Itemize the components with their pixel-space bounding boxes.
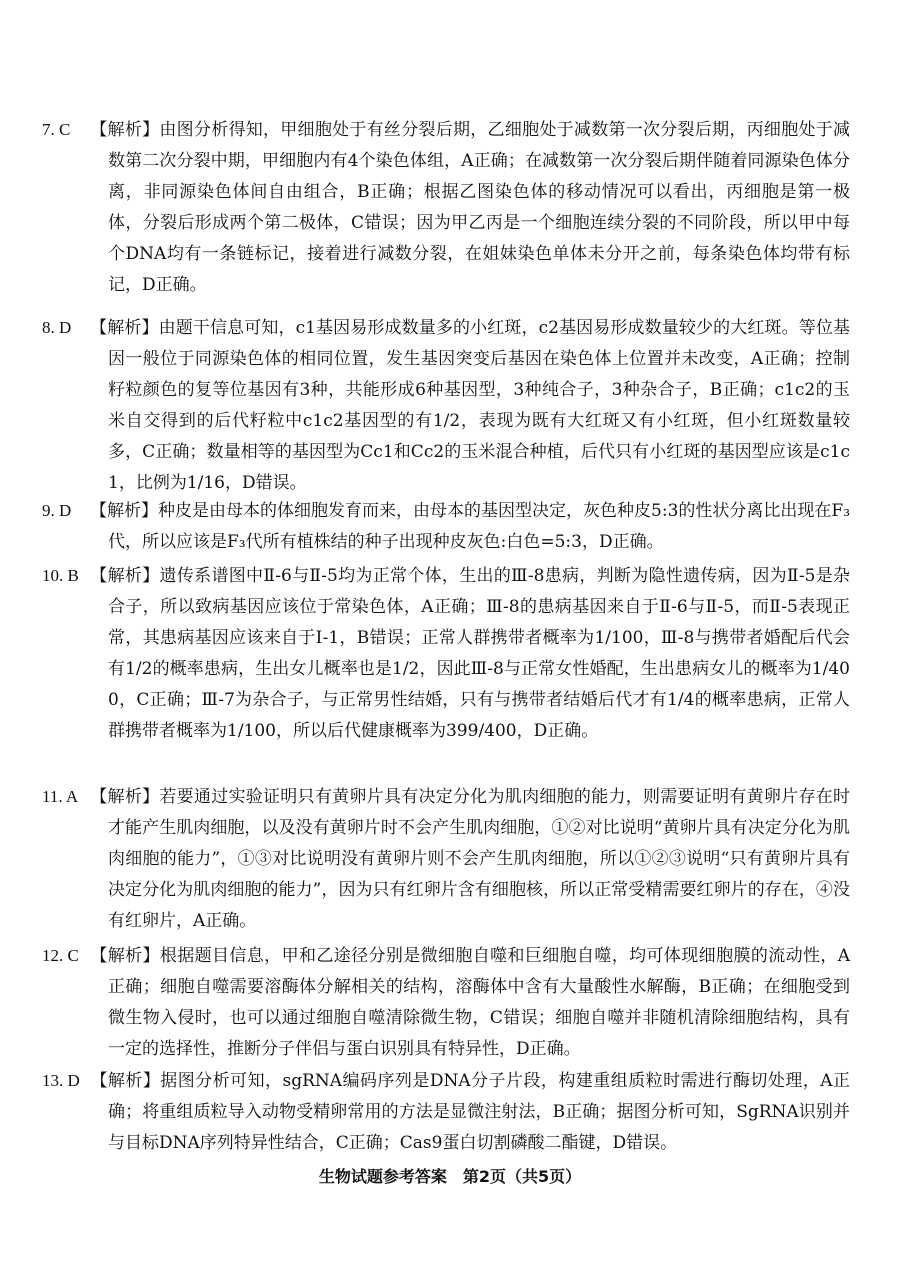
answer-item-11 bbox=[42, 781, 850, 937]
answer-item-8 bbox=[42, 312, 850, 499]
analysis-tag: 【解析】 bbox=[90, 787, 160, 807]
answer-text: 由图分析得知，甲细胞处于有丝分裂后期，乙细胞处于减数第一次分裂后期，丙细胞处于减数第二次分裂中期，甲细胞内有4个染色体组，A正确；在减数第一次分裂后期伴随着同源染色体分离，非同源染色体间自由组合，B正确；根据乙图染色体的移动情况可以看出，丙细胞是第一极体，分裂后形成两个第二极体，C错误；因为甲乙丙是一个细胞连续分裂的不同阶段，所以甲中每个DNA均有一条链标记，接着进行减数分裂，在姐妹染色单体未分开之前，每条染色体均带有标记，D正确。 bbox=[108, 120, 851, 295]
page-footer: 生物试题参考答案 第2页（共5页） bbox=[318, 1167, 582, 1186]
answer-number: 8. D bbox=[42, 318, 72, 337]
answer-number: 13. D bbox=[42, 1071, 80, 1090]
answer-item-12 bbox=[42, 940, 850, 1065]
answer-number: 11. A bbox=[42, 787, 79, 806]
answer-text: 遗传系谱图中Ⅱ-6与Ⅱ-5均为正常个体，生出的Ⅲ-8患病，判断为隐性遗传病，因为Ⅱ-5是杂合子，所以致病基因应该位于常染色体，A正确；Ⅲ-8的患病基因来自于Ⅱ-6与Ⅱ-5，而Ⅱ-5表现正常，其患病基因应该来自于Ⅰ-1，B错误；正常人群携带者概率为1/100，Ⅲ-8与携带者婚配后代会有1/2的概率患病，生出女儿概率也是1/2，因此Ⅲ-8与正常女性婚配，生出患病女儿的概率为1/400，C正确；Ⅲ-7为杂合子，与正常男性结婚，只有与携带者结婚后代才有1/4的概率患病，正常人群携带者概率为1/100，所以后代健康概率为399/400，D正确。 bbox=[108, 566, 851, 741]
answer-text: 种皮是由母本的体细胞发育而来，由母本的基因型决定，灰色种皮5:3的性状分离比出现在F₃代，所以应该是F₃代所有植株结的种子出现种皮灰色:白色=5:3，D正确。 bbox=[108, 501, 851, 552]
analysis-tag: 【解析】 bbox=[90, 120, 160, 140]
answer-item-7 bbox=[42, 114, 850, 301]
analysis-tag: 【解析】 bbox=[90, 566, 160, 586]
answer-text: 根据题目信息，甲和乙途径分别是微细胞自噬和巨细胞自噬，均可体现细胞膜的流动性，A正确；细胞自噬需要溶酶体分解相关的结构，溶酶体中含有大量酸性水解酶，B正确；在细胞受到微生物入侵时，也可以通过细胞自噬清除微生物，C错误；细胞自噬并非随机清除细胞结构，具有一定的选择性，推断分子伴侣与蛋白识别具有特异性，D正确。 bbox=[108, 946, 851, 1059]
answer-item-9 bbox=[42, 495, 850, 558]
answer-number: 10. B bbox=[42, 566, 79, 585]
answer-text: 由题干信息可知，c1基因易形成数量多的小红斑，c2基因易形成数量较少的大红斑。等位基因一般位于同源染色体的相同位置，发生基因突变后基因在染色体上位置并未改变，A正确；控制籽粒颜色的复等位基因有3种，共能形成6种基因型，3种纯合子，3种杂合子，B正确；c1c2的玉米自交得到的后代籽粒中c1c2基因型的有1/2，表现为既有大红斑又有小红斑，但小红斑数量较多，C正确；数量相等的基因型为Cc1和Cc2的玉米混合种植，后代只有小红斑的基因型应该是c1c1，比例为1/16，D错误。 bbox=[108, 318, 850, 493]
analysis-tag: 【解析】 bbox=[90, 946, 160, 966]
answer-number: 9. D bbox=[42, 501, 72, 520]
answer-item-10 bbox=[42, 560, 850, 747]
answer-number: 7. C bbox=[42, 120, 71, 139]
answer-text: 若要通过实验证明只有黄卵片具有决定分化为肌肉细胞的能力，则需要证明有黄卵片存在时才能产生肌肉细胞，以及没有黄卵片时不会产生肌肉细胞，①②对比说明“黄卵片具有决定分化为肌肉细胞的能力”，①③对比说明没有黄卵片则不会产生肌肉细胞，所以①②③说明“只有黄卵片具有决定分化为肌肉细胞的能力”，因为只有红卵片含有细胞核，所以正常受精需要红卵片的存在，④没有红卵片，A正确。 bbox=[108, 787, 851, 931]
answer-number: 12. C bbox=[42, 946, 79, 965]
analysis-tag: 【解析】 bbox=[90, 318, 159, 338]
analysis-tag: 【解析】 bbox=[90, 1071, 161, 1091]
answer-text: 据图分析可知，sgRNA编码序列是DNA分子片段，构建重组质粒时需进行酶切处理，A正确；将重组质粒导入动物受精卵常用的方法是显微注射法，B正确；据图分析可知，SgRNA识别并与目标DNA序列特异性结合，C正确；Cas9蛋白切割磷酸二酯键，D错误。 bbox=[108, 1071, 850, 1153]
analysis-tag: 【解析】 bbox=[90, 501, 159, 521]
answer-item-13 bbox=[42, 1065, 850, 1159]
